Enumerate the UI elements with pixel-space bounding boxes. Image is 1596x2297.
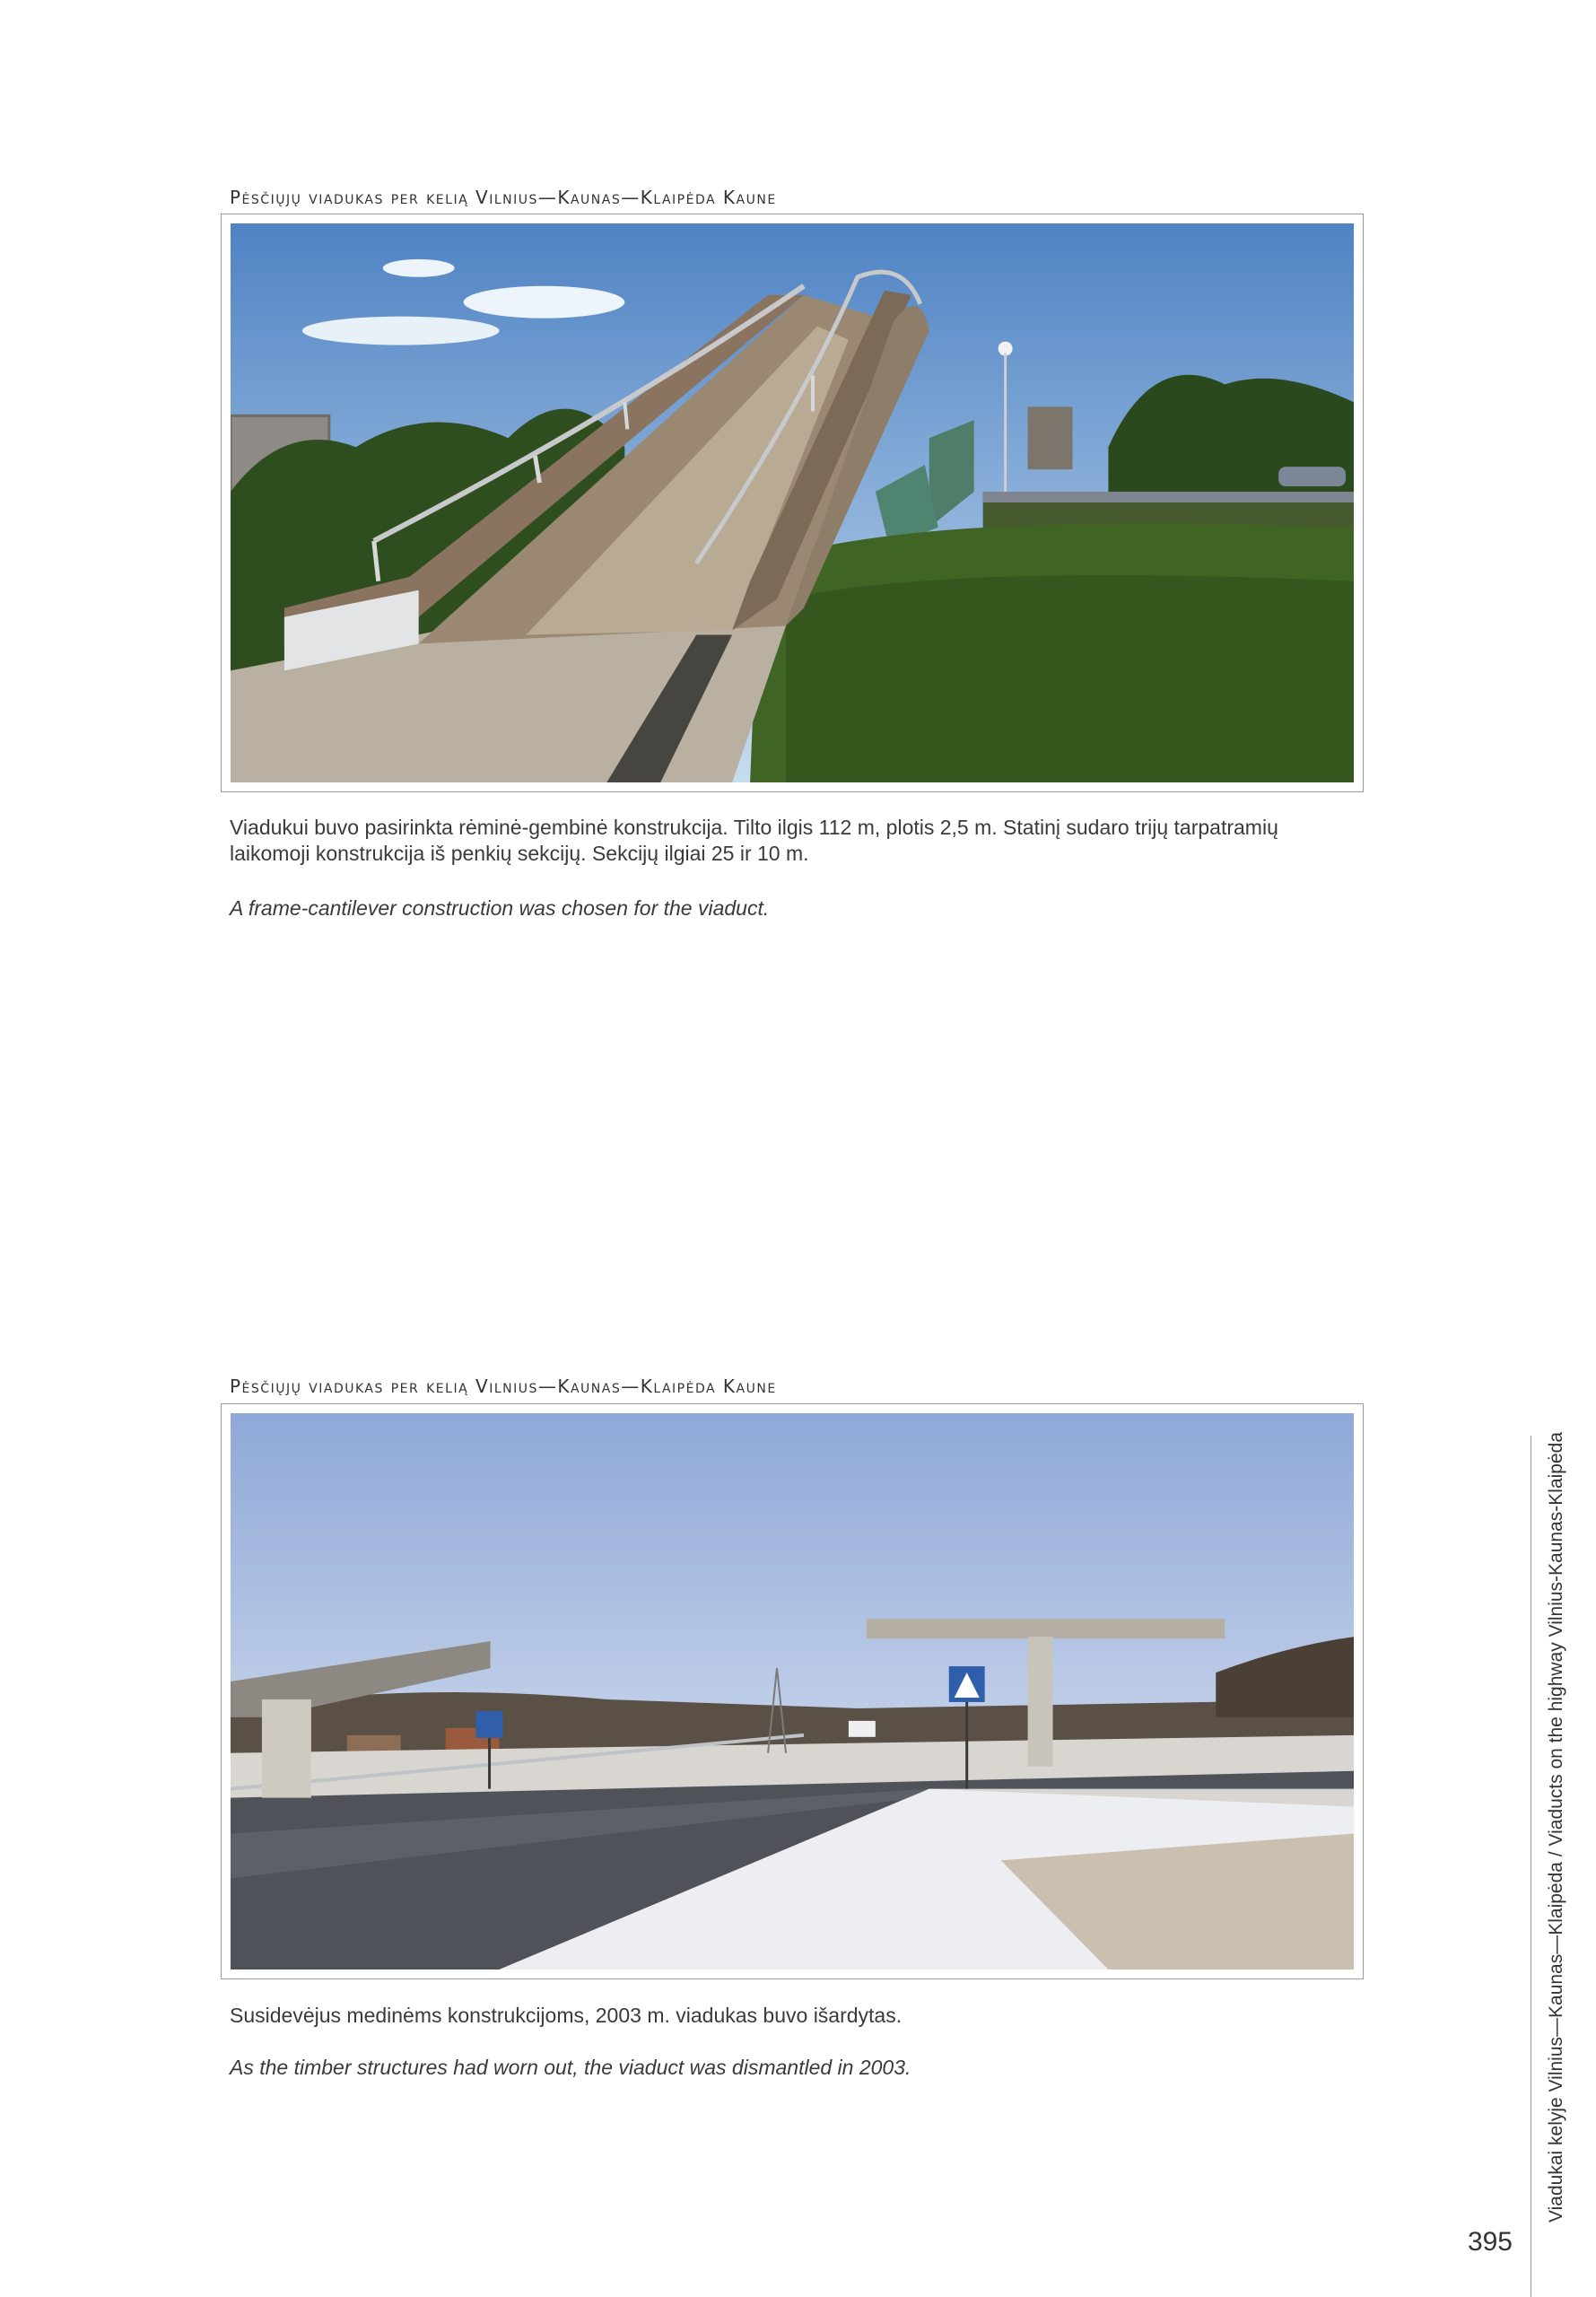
pedestrian-bridge-photo — [231, 223, 1354, 782]
dismantled-viaduct-photo — [231, 1413, 1354, 1969]
sidebar-running-title: Viadukai kelyje Vilnius—Kaunas—Klaipėda / Viaducts on the highway Vilnius-Kaunas-Klaipėda — [1546, 1431, 1566, 2223]
page-number: 395 — [1467, 2227, 1513, 2257]
section-heading: Pėsčiųjų viadukas per kelią Vilnius—Kaunas—Klaipėda Kaune — [230, 187, 777, 208]
photo-caption-lt: Viadukui buvo pasirinkta rėminė-gembinė konstrukcija. Tilto ilgis 112 m, plotis 2,5 m. Statinį sudaro trijų tarpatramių laikomoji konstrukcija iš penkių sekcijų. Sekcijų ilgiai 25 ir 10 m. — [230, 816, 1278, 865]
photo-frame — [221, 214, 1364, 792]
section-heading: Pėsčiųjų viadukas per kelią Vilnius—Kaunas—Klaipėda Kaune — [230, 1376, 777, 1397]
photo-caption-lt: Susidevėjus medinėms konstrukcijoms, 2003 m. viadukas buvo išardytas. — [230, 2004, 903, 2027]
photo-caption-en: A frame-cantilever construction was chosen for the viaduct. — [230, 896, 770, 920]
photo-caption-en: As the timber structures had worn out, the viaduct was dismantled in 2003. — [230, 2056, 911, 2079]
photo-frame — [221, 1403, 1364, 1979]
